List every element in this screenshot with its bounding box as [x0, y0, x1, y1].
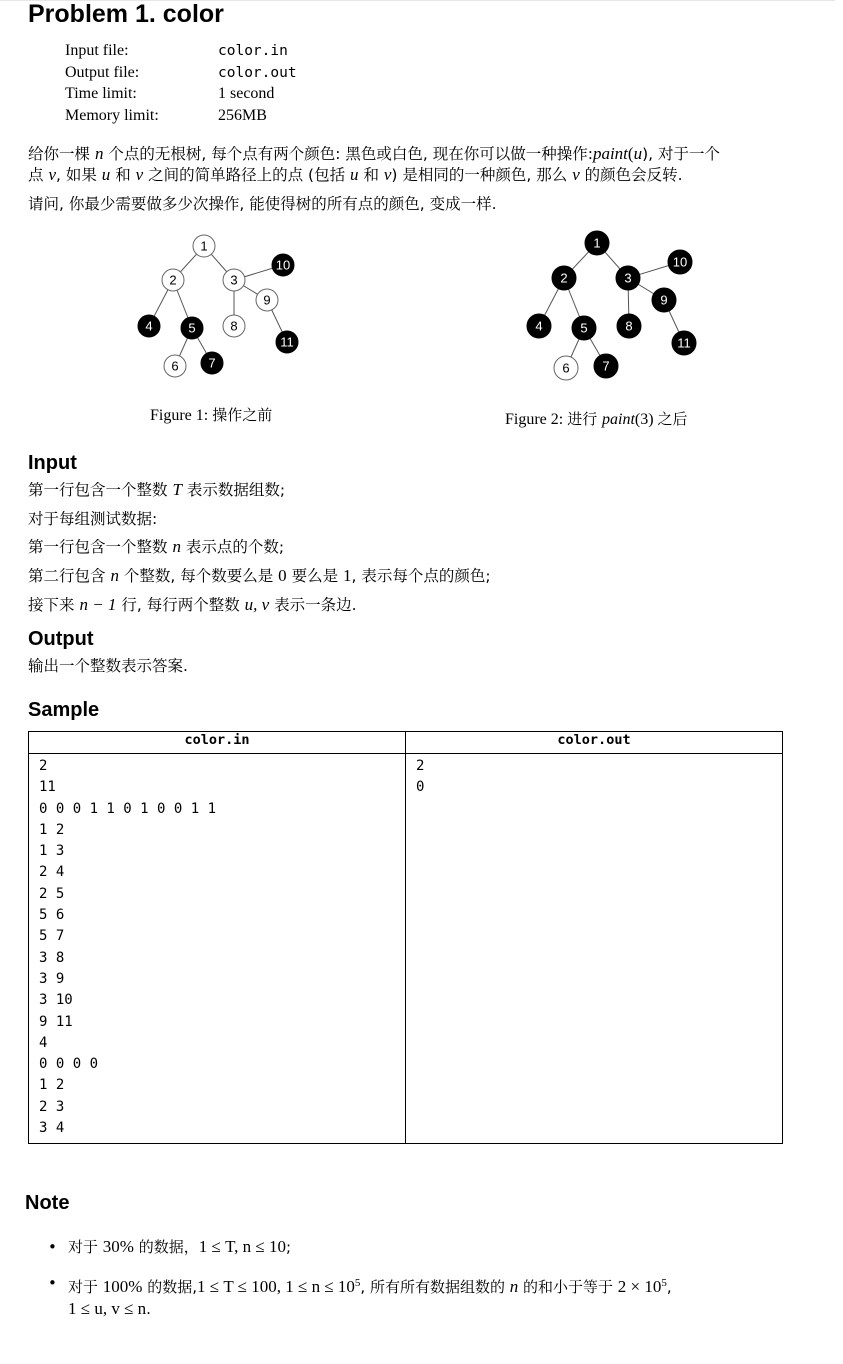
figure-2-nodes	[527, 231, 696, 380]
figure-2-tree	[515, 225, 715, 390]
meta-row: Input file: color.in	[65, 42, 288, 59]
note-item-1: • 对于 30% 的数据，1 ≤ T, n ≤ 10;	[48, 1237, 292, 1256]
figure-2-caption: Figure 2: 进行 paint(3) 之后	[505, 410, 688, 428]
in_lines-line: 3 4	[39, 1120, 65, 1137]
in_lines-line: 2 4	[39, 864, 65, 881]
tree-node-label: 3	[230, 272, 238, 288]
out_lines-line: 0	[416, 779, 425, 796]
in_lines-line: 11	[39, 779, 56, 796]
in_lines-line: 1 3	[39, 843, 65, 860]
sample-header-row	[29, 732, 783, 754]
tree-node-label: 4	[145, 318, 153, 334]
in_lines-line: 5 6	[39, 907, 65, 924]
input-line-5: 接下来 n − 1 行, 每行两个整数 u, v 表示一条边.	[28, 595, 357, 614]
tree-node-label: 4	[535, 318, 543, 334]
sample-input-header: color.in	[29, 732, 406, 754]
in_lines-line: 2 5	[39, 885, 65, 902]
in_lines-line: 0 0 0 0	[39, 1056, 99, 1073]
tree-node-label: 3	[624, 270, 632, 286]
tree-node-label: 2	[169, 272, 177, 288]
statement-line-1: 给你一棵 n 个点的无根树, 每个点有两个颜色: 黑色或白色, 现在你可以做一种操作:paint(u), 对于一个	[28, 144, 720, 163]
in_lines-line: 4	[39, 1034, 48, 1051]
sample-heading: Sample	[28, 699, 100, 721]
tree-node-label: 1	[593, 235, 601, 251]
out_lines-line: 2	[416, 758, 425, 774]
sample-output-header: color.out	[406, 732, 783, 754]
input-line-1: 第一行包含一个整数 T 表示数据组数;	[28, 480, 286, 499]
tree-node-label: 6	[562, 360, 570, 376]
note-list	[46, 1236, 672, 1320]
in_lines-line: 1 2	[39, 1077, 65, 1094]
in_lines-line: 9 11	[39, 1013, 73, 1030]
in_lines-line: 3 9	[39, 970, 65, 987]
output-text: 输出一个整数表示答案.	[28, 657, 188, 675]
tree-node-label: 11	[677, 335, 691, 351]
figure-1-caption: Figure 1: 操作之前	[150, 406, 273, 424]
tree-node-label: 8	[625, 318, 633, 334]
tree-node-label: 8	[230, 318, 238, 334]
figure-1-nodes	[138, 235, 298, 377]
tree-node-label: 9	[660, 292, 668, 308]
tree-node-label: 5	[580, 320, 588, 336]
in_lines-line: 0 0 0 1 1 0 1 0 0 1 1	[39, 800, 217, 817]
sample-table	[28, 731, 783, 1144]
statement-line-2: 点 v, 如果 u 和 v 之间的简单路径上的点 (包括 u 和 v) 是相同的一种颜色, 那么 v 的颜色会反转.	[28, 165, 683, 184]
note-heading: Note	[25, 1192, 70, 1214]
memory-limit: 256MB	[218, 106, 267, 124]
problem-meta	[65, 40, 297, 126]
note-item-2: • 对于 100% 的数据,1 ≤ T ≤ 100, $1 \le n \le 10^5$, 所有所有数据组数的 n 的和小于等于 $2 \times 10^5$, 1 ≤ u, v ≤ n.	[48, 1274, 672, 1318]
tree-node-label: 11	[280, 334, 294, 350]
tree-node-label: 6	[171, 358, 179, 374]
in_lines-line: 2 3	[39, 1098, 65, 1115]
input-line-3: 第一行包含一个整数 n 表示点的个数;	[28, 537, 285, 556]
input-heading: Input	[28, 452, 77, 474]
tree-node-label: 7	[208, 355, 216, 371]
output-file-name: color.out	[218, 64, 297, 81]
tree-node-label: 7	[602, 358, 610, 374]
meta-row: Memory limit: 256MB	[65, 106, 267, 124]
in_lines-line: 3 8	[39, 949, 65, 966]
output-heading: Output	[28, 628, 94, 650]
tree-node-label: 10	[275, 257, 291, 273]
input-line-4: 第二行包含 n 个整数, 每个数要么是 0 要么是 1, 表示每个点的颜色;	[28, 566, 491, 585]
meta-row: Output file: color.out	[65, 63, 297, 81]
meta-row: Time limit: 1 second	[65, 85, 275, 102]
sample-input-cell	[29, 754, 406, 1144]
input-line-2: 对于每组测试数据:	[28, 510, 158, 528]
tree-node-label: 1	[200, 238, 208, 254]
sample-output-cell	[406, 754, 783, 1144]
statement-line-3: 请问, 你最少需要做多少次操作, 能使得树的所有点的颜色, 变成一样.	[28, 195, 497, 213]
tree-node-label: 2	[560, 270, 568, 286]
sample-body-row	[29, 754, 783, 1144]
tree-node-label: 5	[188, 320, 196, 336]
in_lines-line: 3 10	[39, 992, 73, 1009]
figure-1-tree	[120, 225, 320, 385]
in_lines-line: 2	[39, 758, 48, 774]
in_lines-line: 1 2	[39, 821, 65, 838]
tree-node-label: 10	[672, 254, 688, 270]
in_lines-line: 5 7	[39, 928, 65, 945]
tree-node-label: 9	[263, 292, 271, 308]
input-file-name: color.in	[218, 43, 288, 59]
problem-title: Problem 1. color	[28, 0, 224, 28]
time-limit: 1 second	[218, 85, 275, 102]
